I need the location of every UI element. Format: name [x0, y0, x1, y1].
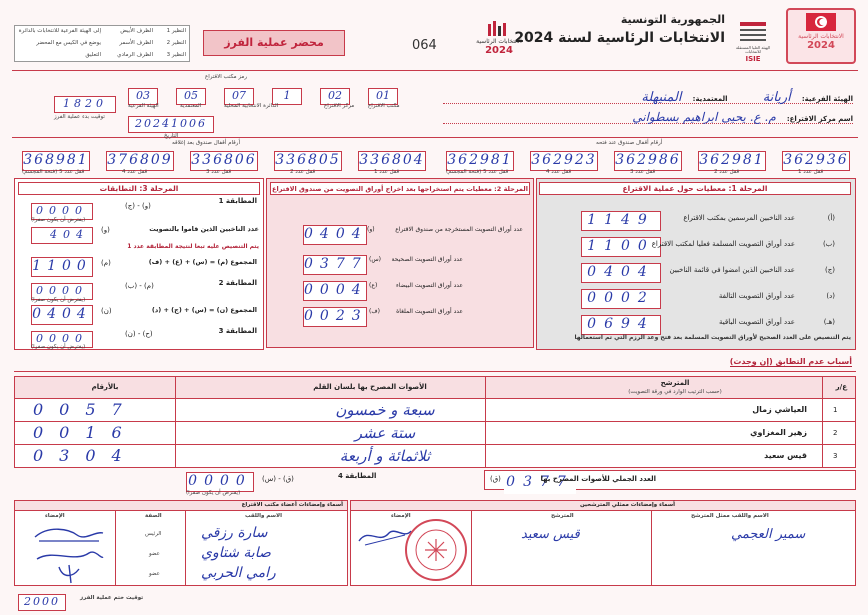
- s2-code-s: (س): [369, 256, 382, 263]
- seals-after-label: أرقام أقفال صندوق بعد إغلاقه: [172, 140, 240, 146]
- seal-before-3: 362986: [615, 152, 681, 168]
- seal-after-4: 376809: [107, 152, 173, 168]
- end-time: [18, 590, 66, 611]
- section-3-title: المرحلة 3: التطابقات: [18, 182, 260, 195]
- sum-n-value: 0404: [32, 306, 92, 322]
- s1-label-e: عدد أوراق التصويت الباقية: [719, 318, 795, 326]
- start-time-digits: [54, 96, 116, 113]
- s1-value-b: 1100: [587, 238, 655, 254]
- row-3-num: 3: [833, 452, 838, 460]
- section-1-title: المرحلة 1: معطيات حول عملية الاقتراع: [539, 182, 851, 195]
- s1-value-a: 1149: [587, 212, 655, 228]
- copy-1-desc: إلى الهيئة الفرعية للانتخابات بالدائرة: [18, 28, 101, 34]
- m3-label: المطابقة 3: [218, 327, 257, 335]
- copies-table: [14, 25, 190, 62]
- s1-code-b: (ب): [822, 240, 835, 248]
- code-sub-authority: 03: [136, 89, 150, 102]
- m4-formula: (س) - (ق): [262, 475, 294, 483]
- s2-label-w: عدد أوراق التصويت المستخرجة من صندوق الاقتراع: [395, 226, 523, 233]
- s1-label-b: عدد أوراق التصويت المسلمة فعليا لمكتب الاقتراع: [651, 240, 795, 248]
- col-num-header: ع/ر: [835, 383, 847, 391]
- section-2-title: المرحلة 2: معطيات يتم استخراجها بعد اخراج أوراق التصويت من صندوق الاقتراع: [270, 182, 530, 195]
- s2-value-a: 0004: [304, 282, 368, 298]
- s1-code-e: (هـ): [823, 318, 835, 326]
- logo-year: 2024: [485, 45, 513, 56]
- row-3-candidate: قيس سعيد: [764, 451, 807, 460]
- m2-formula: (ب) - (م): [125, 282, 154, 290]
- form-title: محضر عملية الفرز: [224, 36, 324, 49]
- seal-before-caption-3: قفل عدد 3: [630, 169, 656, 175]
- rep-1-name: سمير العجمي: [731, 527, 806, 542]
- sub-authority-field: [443, 86, 853, 104]
- seal-before-caption-4: قفل عدد 4: [546, 169, 572, 175]
- seal-before-caption-2: قفل عدد 2: [714, 169, 740, 175]
- row-1-candidate: العياشي زمال: [752, 405, 807, 414]
- reps-signatures: [350, 500, 856, 586]
- members-col-name: الاسم واللقب: [245, 513, 283, 519]
- rep-1-candidate: قيس سعيد: [521, 527, 580, 542]
- results-table: [14, 376, 856, 468]
- row-2-digits: 0016: [33, 423, 138, 442]
- total-label: العدد الجملي للأصوات المصرح بها: [540, 475, 656, 483]
- row-3-digits: 0304: [33, 446, 138, 465]
- code-center-label: مركز الاقتراع: [324, 103, 355, 109]
- code-district: 07: [232, 89, 246, 102]
- form-title-box: [203, 30, 345, 56]
- members-col-signature: الإمضاء: [45, 513, 65, 519]
- official-stamp-icon: [403, 515, 469, 585]
- member-2-role: عضو: [149, 551, 160, 557]
- row-1-words: سبعة و خمسون: [335, 401, 435, 419]
- col-candidate-header: المترشح: [660, 379, 690, 387]
- m3-formula: (ن) - (ح): [125, 330, 153, 338]
- total-code: (ق): [490, 475, 501, 483]
- isie-emblem-icon: [738, 20, 768, 46]
- m2-note: (يفترض أن يكون صفرا): [31, 297, 86, 303]
- start-time-value: 1820: [63, 97, 107, 110]
- seal-before-4: 362923: [531, 152, 597, 168]
- s1-value-e: 0694: [587, 316, 655, 332]
- m4-value: 0000: [188, 473, 252, 489]
- center-label: اسم مركز الاقتراع:: [786, 115, 853, 123]
- delegation-value: المنيهلة: [641, 90, 682, 105]
- seal-after-2: 336805: [275, 152, 341, 168]
- section-2: [266, 178, 534, 348]
- sum-m-value: 1100: [32, 258, 92, 274]
- s1-value-c: 0404: [587, 264, 655, 280]
- result-row-1: [15, 399, 855, 422]
- voters-label: عدد الناخبين الذين قاموا بالتصويت: [149, 225, 259, 233]
- mismatch-area: [14, 354, 856, 372]
- election-title: الانتخابات الرئاسية لسنة 2024: [514, 30, 725, 46]
- section-3: [14, 178, 264, 350]
- sub-authority-value: أريانة: [762, 90, 791, 105]
- code-office: 02: [328, 89, 342, 102]
- date-label: التاريخ: [164, 133, 179, 139]
- seal-after-caption-1: قفل عدد 1: [374, 169, 400, 175]
- stamp-year: 2024: [807, 40, 835, 51]
- sub-authority-label: الهيئة الفرعية:: [801, 95, 853, 103]
- code-extra: 01: [376, 89, 390, 102]
- member-2-name: صابة شتاوي: [201, 545, 271, 561]
- s1-label-a: عدد الناخبين المرسمين بمكتب الاقتراع: [683, 214, 795, 222]
- sum-n-code: (ن): [101, 307, 112, 315]
- copy-1-label: النظير 1: [166, 28, 186, 34]
- members-col-role: الصفة: [145, 513, 162, 519]
- top-stamp: [786, 8, 856, 64]
- voters-code: (و): [101, 226, 110, 234]
- seal-before-caption-1: قفل عدد 1: [798, 169, 824, 175]
- end-time-label: توقيت ختم عملية الفرز: [80, 595, 144, 601]
- seals-before: [446, 140, 856, 174]
- result-row-3: [15, 445, 855, 467]
- seal-before-caption-5: قفل عدد 5 (فتحة المجسم): [446, 169, 509, 175]
- date-value: 20241006: [135, 117, 207, 130]
- seal-after-caption-3: قفل عدد 3: [206, 169, 232, 175]
- sum-m-label: المجموع (م) = (س) + (ع) + (ف): [148, 258, 257, 266]
- s2-label-a: عدد أوراق التصويت البيضاء: [395, 282, 463, 289]
- seal-before-5: 362981: [447, 152, 513, 168]
- seals-after: [22, 140, 432, 174]
- isie-abbr: ISIE: [745, 54, 761, 63]
- totals-row: [14, 470, 856, 498]
- row-2-num: 2: [833, 429, 838, 437]
- office-codes: [128, 84, 406, 114]
- voters-value: 404: [50, 228, 89, 241]
- member-3-name: رامي الحربي: [201, 565, 276, 581]
- members-title: أسماء وإمضاءات أعضاء مكتب الاقتراع: [241, 502, 343, 508]
- copy-3-label: النظير 3: [166, 52, 186, 58]
- s1-label-d: عدد أوراق التصويت التالفة: [718, 292, 795, 300]
- s2-code-f: (ف): [369, 308, 380, 315]
- m1-note: (يفترض أن يكون صفرا): [31, 217, 86, 223]
- center-field: [443, 106, 853, 124]
- s1-code-d: (د): [826, 292, 835, 300]
- s2-value-s: 0377: [304, 256, 368, 272]
- sum-n-label: المجموع (ن) = (س) + (ج) + (د): [151, 306, 257, 314]
- row-2-candidate: زهير المغزاوي: [750, 428, 807, 437]
- seal-after-1: 336804: [359, 152, 425, 168]
- col-digits-header: بالأرقام: [91, 383, 119, 391]
- m1-value: 0000: [36, 204, 88, 217]
- sum-m-code: (م): [101, 259, 111, 267]
- seals-before-label: أرقام أقفال صندوق عند فتحه: [596, 140, 663, 146]
- s2-value-w: 0404: [304, 226, 368, 242]
- section-1-note: يتم التنصيص على العدد الصحيح لأوراق التصويت المسلمة بعد فتح وعد الرزم التي تم استعمالها: [574, 334, 851, 341]
- s1-code-a: (أ): [827, 214, 835, 222]
- reps-title: أسماء وإمضاءات ممثلي المترشحين: [579, 502, 675, 508]
- col-candidate-sub: (حسب الترتيب الوارد في ورقة التصويت): [628, 389, 722, 395]
- m4-note: (يفترض أن يكون صفرا): [186, 490, 241, 496]
- form-number: 064: [412, 38, 437, 53]
- copy-2-dest: الظرف الأسمر: [119, 40, 153, 46]
- center-value: م. ع. يحيى ابراهيم بسطواني: [632, 110, 776, 124]
- delegation-label: المعتمدية:: [692, 95, 728, 103]
- m2-value: 0000: [36, 284, 88, 297]
- copy-3-dest: الظرف الرمادي: [117, 52, 153, 58]
- s2-label-s: عدد أوراق التصويت الصحيحة: [391, 256, 463, 263]
- stamp-text: الانتخابات الرئاسية: [798, 33, 844, 40]
- s2-label-f: عدد أوراق التصويت الملغاة: [396, 308, 463, 315]
- member-signatures-icon: [29, 519, 109, 585]
- member-1-role: الرئيس: [145, 531, 162, 537]
- reps-col-signature: الإمضاء: [391, 513, 411, 519]
- seal-after-caption-4: قفل عدد 4: [122, 169, 148, 175]
- s1-label-c: عدد الناخبين الذين امضوا في قائمة الناخبين: [669, 266, 795, 274]
- m2-label: المطابقة 2: [218, 279, 257, 287]
- s1-code-c: (ج): [825, 266, 835, 274]
- end-time-value: 2000: [24, 595, 60, 608]
- code-delegation-label: المعتمدية: [180, 103, 202, 109]
- total-value: 0377: [506, 474, 574, 490]
- star-note: يتم التنصيص عليه تبعا لنتيجة المطابقة عدد 1: [127, 243, 259, 250]
- start-time-label: توقيت بدء عملية الفرز: [54, 114, 105, 120]
- section-1: [536, 178, 856, 350]
- seal-after-caption-5: قفل عدد 5 (فتحة المجسم): [22, 169, 85, 175]
- member-1-name: سارة رزقي: [201, 525, 268, 541]
- m3-note: (يفترض أن يكون صفرا): [31, 344, 86, 350]
- copy-2-desc: يوضع في الكيس مع المحضر: [36, 40, 101, 46]
- seal-after-5: 368981: [23, 152, 89, 168]
- m1-formula: (ج) - (و): [125, 202, 151, 210]
- office-code-label: رمز مكتب الاقتراع: [205, 74, 247, 80]
- code-district-label: الدائرة الانتخابية المحلية: [224, 103, 279, 109]
- seal-before-1: 362936: [783, 152, 849, 168]
- m4-label: المطابقة 4: [338, 472, 377, 480]
- members-signatures: [14, 500, 348, 586]
- row-2-words: ستة عشر: [354, 424, 416, 442]
- seal-before-2: 362981: [699, 152, 765, 168]
- reps-col-name: الاسم واللقب ممثل المترشح: [691, 513, 769, 519]
- col-words-header: الأصوات المصرح بها بلسان القلم: [313, 383, 427, 391]
- row-3-words: ثلاثمائة و أربعة: [339, 447, 431, 465]
- s2-code-w: (و): [367, 226, 375, 233]
- code-delegation: 05: [184, 89, 198, 102]
- member-3-role: عضو: [149, 571, 160, 577]
- row-1-digits: 0057: [33, 400, 138, 419]
- code-office-label: مكتب الاقتراع: [368, 103, 400, 109]
- s2-value-f: 0023: [304, 308, 368, 324]
- result-row-2: [15, 422, 855, 445]
- m3-value: 0000: [36, 332, 88, 345]
- code-sub-authority-label: الهيئة الفرعية: [128, 103, 159, 109]
- flag-icon: [806, 13, 836, 31]
- copy-1-dest: الظرف الأبيض: [120, 28, 153, 34]
- copy-2-label: النظير 2: [166, 40, 186, 46]
- seal-after-3: 336806: [191, 152, 257, 168]
- logo-text: الانتخابات الرئاسية: [476, 38, 522, 45]
- start-time: [54, 92, 116, 120]
- isie-logo: [735, 20, 771, 68]
- s1-value-d: 0002: [587, 290, 655, 306]
- copy-3-desc: التعليق: [85, 52, 101, 58]
- mismatch-label: أسباب عدم التطابق (إن وجدت): [729, 357, 852, 366]
- s2-code-a: (ع): [369, 282, 378, 289]
- seal-after-caption-2: قفل عدد 2: [290, 169, 316, 175]
- reps-col-candidate: المترشح: [551, 513, 574, 519]
- row-1-num: 1: [833, 406, 838, 414]
- date-field: [128, 112, 214, 139]
- republic-title: الجمهورية التونسية: [620, 13, 725, 26]
- m1-label: المطابقة 1: [218, 197, 257, 205]
- isie-text: الهيئة العليا المستقلة للانتخابات: [735, 45, 771, 55]
- code-center: 1: [283, 89, 291, 102]
